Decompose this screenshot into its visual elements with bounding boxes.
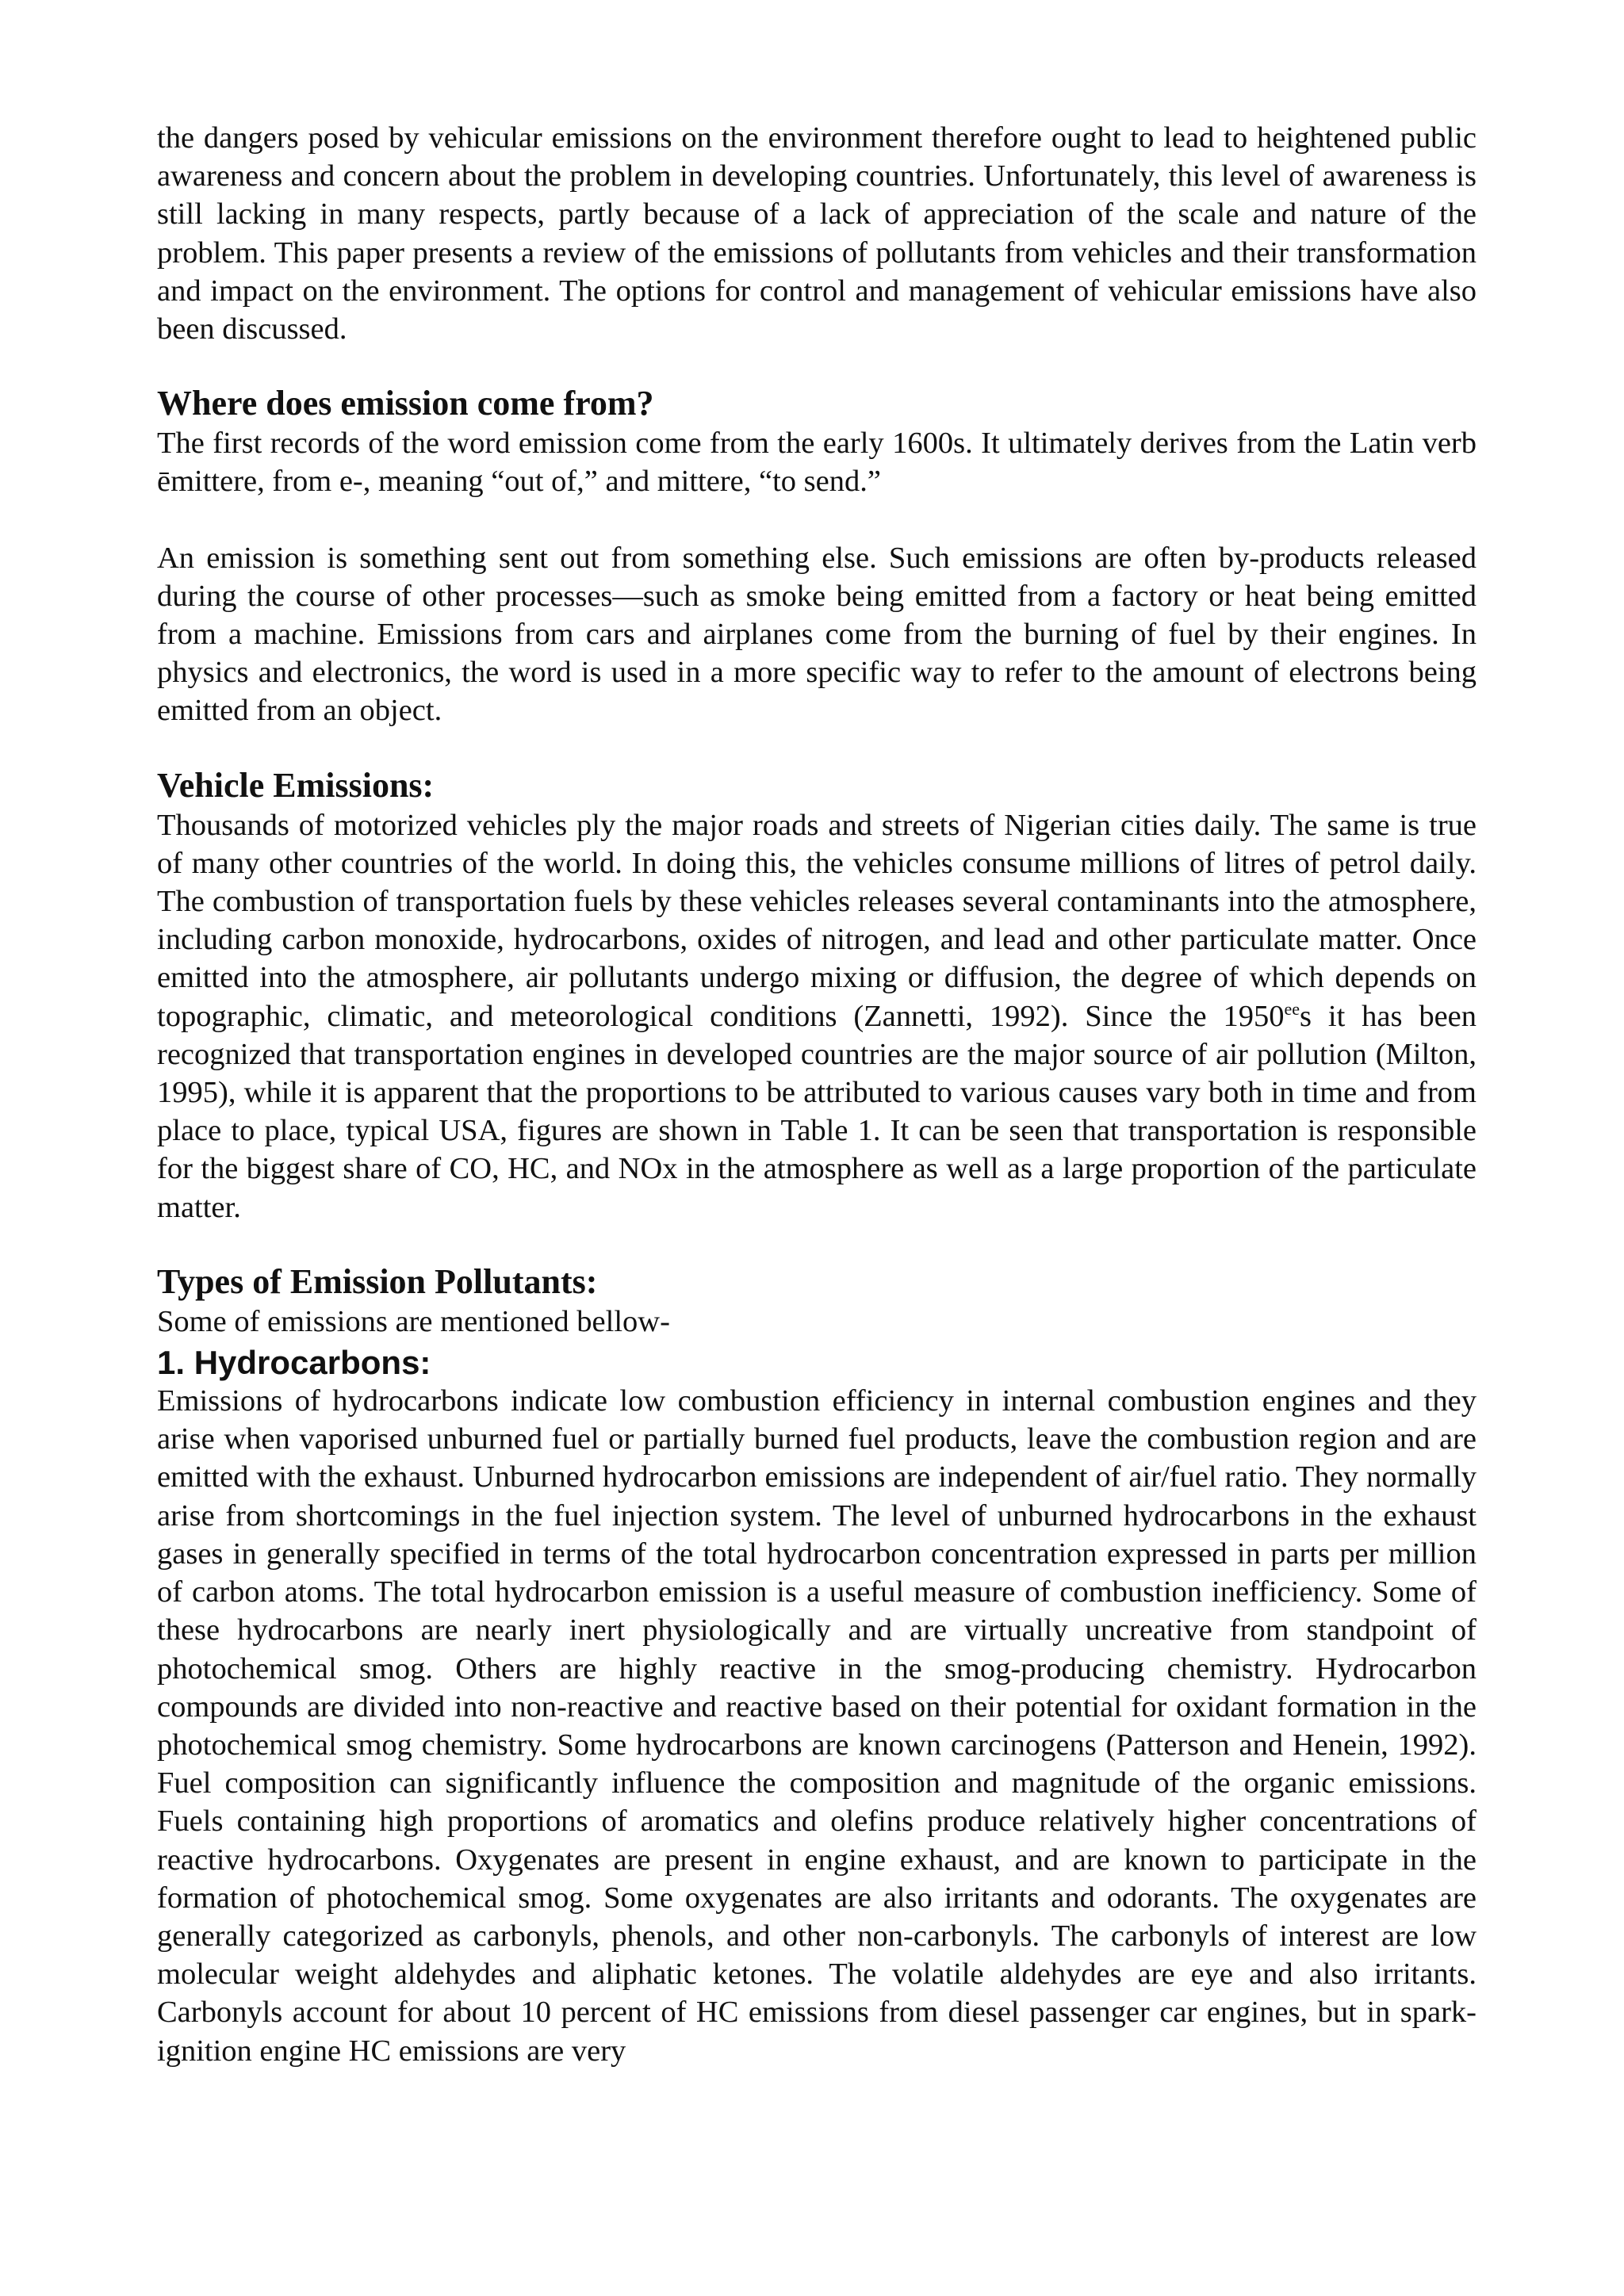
intro-paragraph: the dangers posed by vehicular emissions on the environment therefore ought to lead to heightened public awareness and concern about the problem in developing countries. Unfortunately, this level of awareness is still lacking in many respects, partly because of a lack of appreciation of the scale and nature of the problem. This paper presents a review of the emissions of pollutants from vehicles and their transformation and impact on the environment. The options for control and management of vehicular emissions have also been discussed.: [157, 121, 1477, 346]
vehicle-text-after: s it has been recognized that transportation engines in developed countries are the major source of air pollution (Milton, 1995), while it is apparent that the proportions to be attributed to various causes vary both in time and from place to place, typical USA, figures are shown in Table 1. It can be seen that transportation is responsible for the biggest share of CO, HC, and NOx in the atmosphere as well as a large proportion of the particulate matter.: [157, 999, 1477, 1224]
hydrocarbons-paragraph: Emissions of hydrocarbons indicate low combustion efficiency in internal combustion engines and they arise when vaporised unburned fuel or partially burned fuel products, leave the combustion region and are emitted with the exhaust. Unburned hydrocarbon emissions are independent of air/fuel ratio. They normally arise from shortcomings in the fuel injection system. The level of unburned hydrocarbons in the exhaust gases in generally specified in terms of the total hydrocarbon concentration expressed in parts per million of carbon atoms. The total hydrocarbon emission is a useful measure of combustion inefficiency. Some of these hydrocarbons are nearly inert physiologically and are virtually uncreative from standpoint of photochemical smog. Others are highly reactive in the smog-producing chemistry. Hydrocarbon compounds are divided into non-reactive and reactive based on their potential for oxidant formation in the photochemical smog chemistry. Some hydrocarbons are known carcinogens (Patterson and Henein, 1992). Fuel composition can significantly influence the composition and magnitude of the organic emissions. Fuels containing high proportions of aromatics and olefins produce relatively higher concentrations of reactive hydrocarbons. Oxygenates are present in engine exhaust, and are known to participate in the formation of photochemical smog. Some oxygenates are also irritants and odorants. The oxygenates are generally categorized as carbonyls, phenols, and other non-carbonyls. The carbonyls of interest are low molecular weight aldehydes and aliphatic ketones. The volatile aldehydes are eye and also irritants. Carbonyls account for about 10 percent of HC emissions from diesel passenger car engines, but in spark-ignition engine HC emissions are very: [157, 1384, 1477, 2068]
origin-paragraph-2: An emission is something sent out from something else. Such emissions are often by-products released during the course of other processes—such as smoke being emitted from a factory or heat being emitted from a machine. Emissions from cars and airplanes come from the burning of fuel by their engines. In physics and electronics, the word is used in a more specific way to refer to the amount of electrons being emitted from an object.: [157, 541, 1477, 728]
heading-hydrocarbons: 1. Hydrocarbons:: [157, 1344, 431, 1382]
vehicle-text-sup: ee: [1284, 998, 1300, 1019]
document-page: [157, 119, 1477, 2070]
heading-vehicle-emissions: Vehicle Emissions:: [157, 765, 435, 805]
origin-paragraph-1: The first records of the word emission come from the early 1600s. It ultimately derives from the Latin verb ēmittere, from e-, meaning “out of,” and mittere, “to send.”: [157, 427, 1477, 499]
vehicle-paragraph: [157, 806, 1477, 1226]
heading-emission-origin: Where does emission come from?: [157, 384, 654, 423]
heading-types-of-pollutants: Types of Emission Pollutants:: [157, 1261, 598, 1301]
vehicle-text-before: Thousands of motorized vehicles ply the major roads and streets of Nigerian cities daily. The same is true of many other countries of the world. In doing this, the vehicles consume millions of litres of petrol daily. The combustion of transportation fuels by these vehicles releases several contaminants into the atmosphere, including carbon monoxide, hydrocarbons, oxides of nitrogen, and lead and other particulate matter. Once emitted into the atmosphere, air pollutants undergo mixing or diffusion, the degree of which depends on topographic, climatic, and meteorological conditions (Zannetti, 1992). Since the 1950: [157, 808, 1477, 1033]
types-intro: Some of emissions are mentioned bellow-: [157, 1304, 670, 1338]
